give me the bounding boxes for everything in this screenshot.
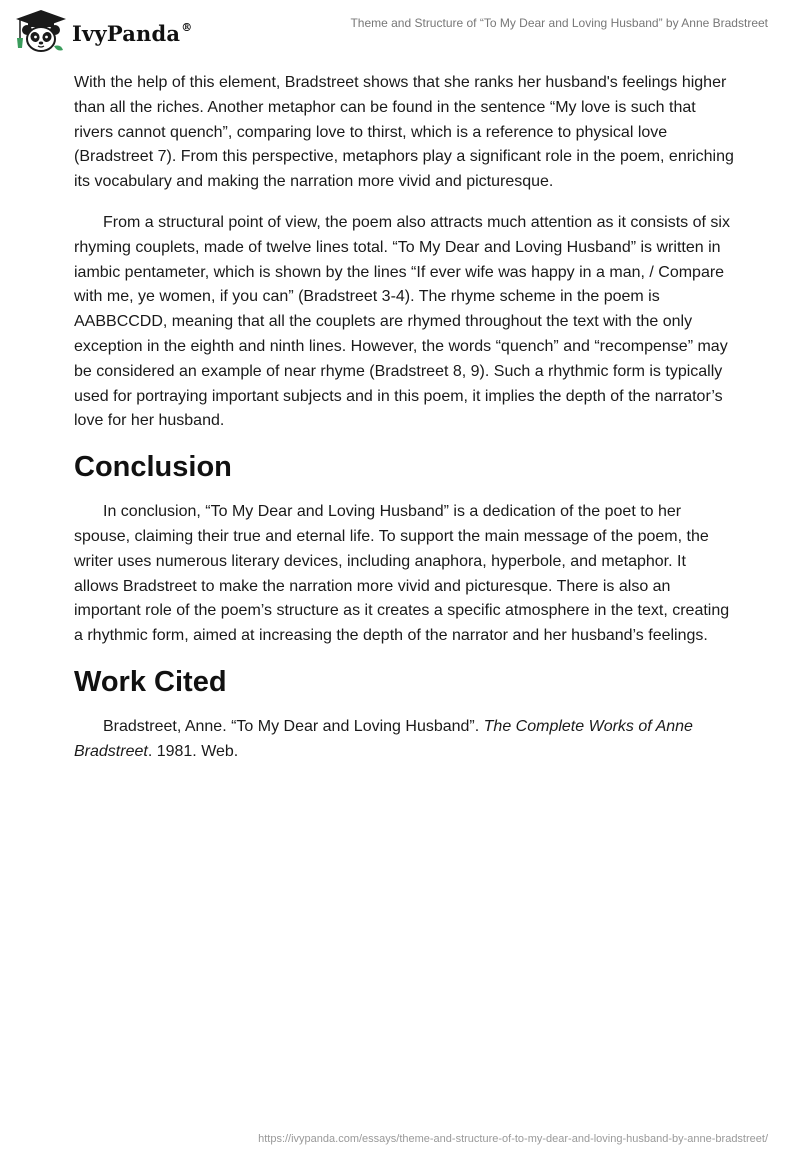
source-url[interactable]: https://ivypanda.com/essays/theme-and-structure-of-to-my-dear-and-loving-husband-by-anne-bradstreet/ <box>258 1133 768 1145</box>
citation-prefix: Bradstreet, Anne. “To My Dear and Loving Husband”. <box>103 717 484 735</box>
document-title: Theme and Structure of “To My Dear and Loving Husband” by Anne Bradstreet <box>350 16 768 30</box>
citation-title: The Complete Works of Anne Bradstreet <box>74 717 693 760</box>
citation <box>74 715 734 765</box>
panda-graduate-icon <box>14 8 68 54</box>
conclusion-heading: Conclusion <box>74 451 232 484</box>
essay-content <box>74 71 734 781</box>
paragraph-metaphor: With the help of this element, Bradstreet shows that she ranks her husband's feelings higher than all the riches. Another metaphor can be found in the sentence “My love is such that rivers cannot quench”, comparing love to thirst, which is a reference to physical love (Bradstreet 7). From this perspective, metaphors play a significant role in the poem, enriching its vocabulary and making the narration more vivid and picturesque. <box>74 74 734 191</box>
work-cited-heading: Work Cited <box>74 665 227 698</box>
brand-name: IvyPanda® <box>72 20 193 46</box>
paragraph-structure: From a structural point of view, the poem also attracts much attention as it consists of six rhyming couplets, made of twelve lines total. “To My Dear and Loving Husband” is written in iambic pentameter, which is shown by the lines “If ever wife was happy in a man, / Compare with me, ye women, if you can” (Bradstreet 3-4). The rhyme scheme in the poem is AABBCCDD, meaning that all the couplets are rhymed throughout the text with the only exception in the eighth and ninth lines. However, the words “quench” and “recompense” may be considered an example of near rhyme (Bradstreet 8, 9). Such a rhythmic form is typically used for portraying important subjects and in this poem, it implies the depth of the narrator’s love for her husband. <box>74 213 730 430</box>
paragraph-conclusion: In conclusion, “To My Dear and Loving Husband” is a dedication of the poet to her spouse, claiming their true and eternal life. To support the main message of the poem, the writer uses numerous literary devices, including anaphora, hyperbole, and metaphor. It allows Bradstreet to make the narration more vivid and picturesque. There is also an important role of the poem’s structure as it creates a specific atmosphere in the text, creating a rhythmic form, aimed at increasing the depth of the narrator and her husband’s feelings. <box>74 503 730 645</box>
citation-suffix: . 1981. Web. <box>147 742 239 760</box>
ivypanda-logo[interactable] <box>14 8 192 54</box>
page-header <box>0 0 800 60</box>
